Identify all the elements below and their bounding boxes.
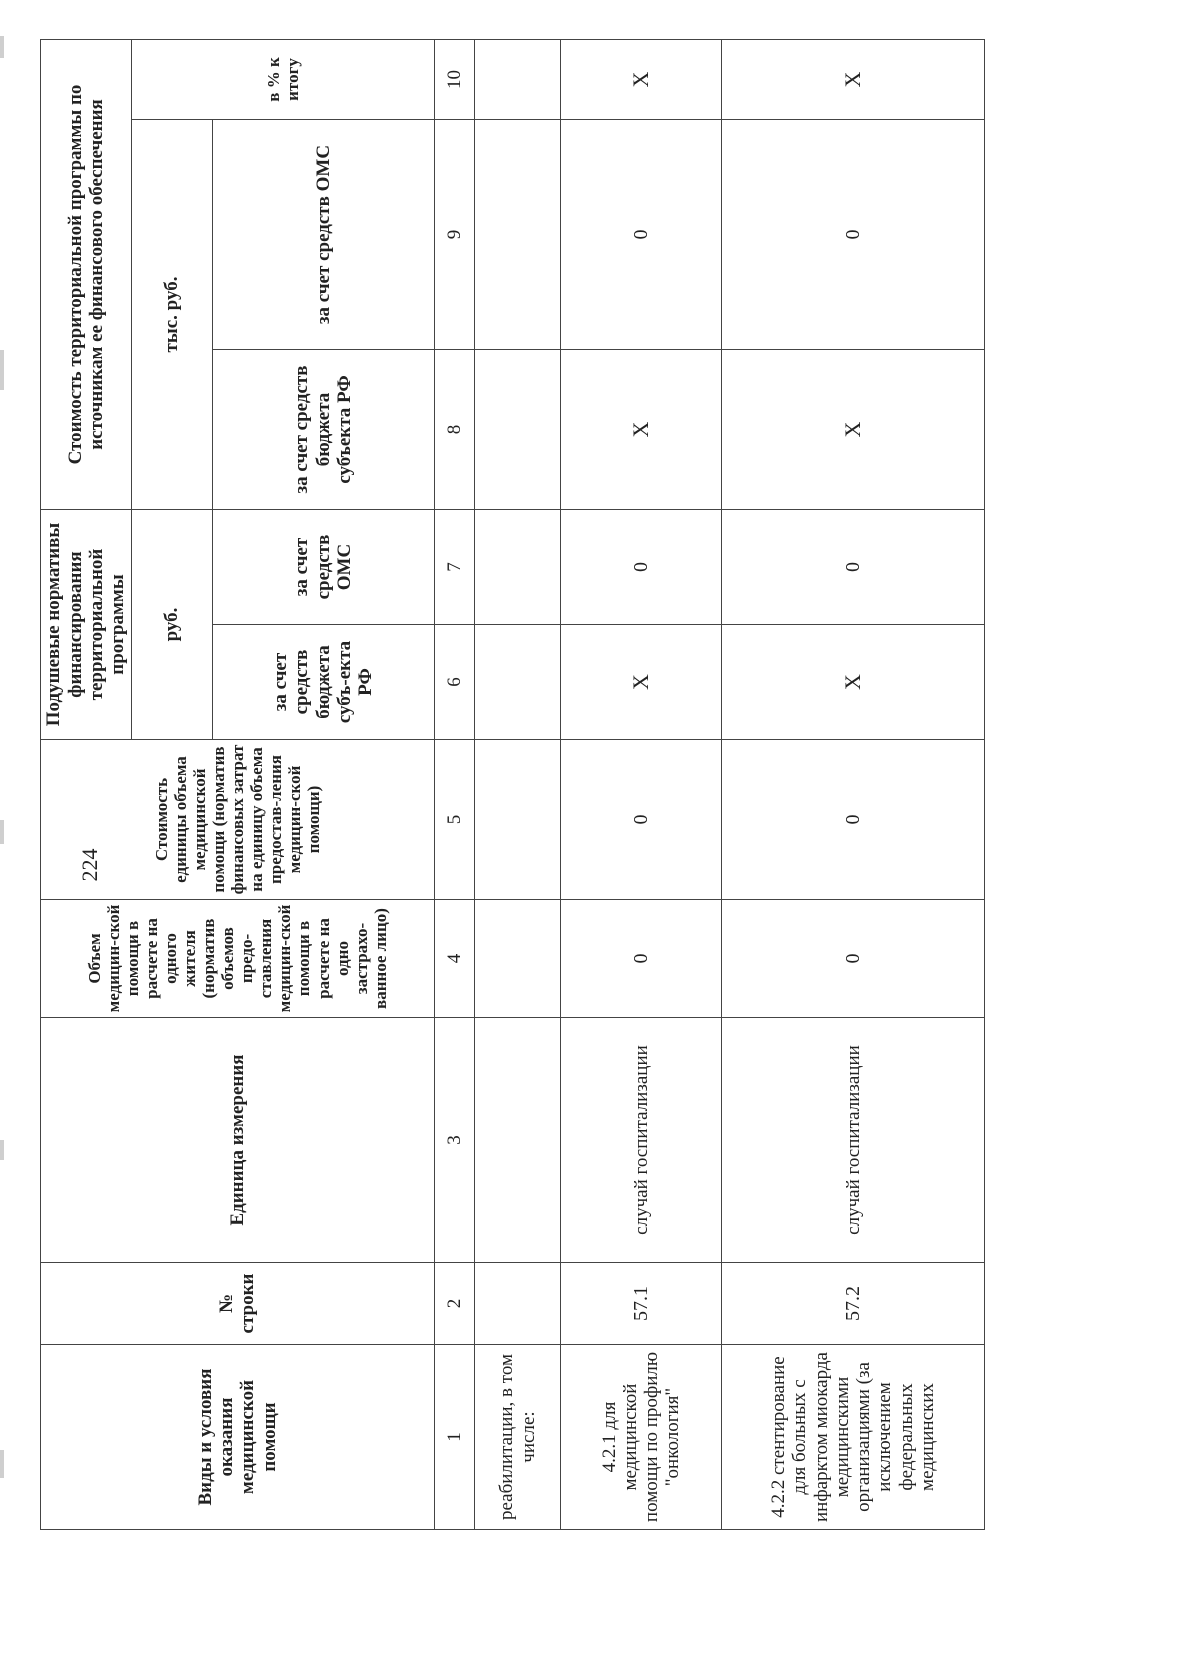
row-volume: 0 [560, 900, 722, 1018]
row-oms-rub [475, 510, 561, 625]
page-number: 224 [77, 848, 102, 882]
scan-edge-mark [0, 350, 4, 390]
row-name: 4.2.1 для медицинской помощи по профилю "онкология" [560, 1345, 722, 1530]
header-oms-thousand: за счет средств ОМС [212, 120, 434, 350]
header-budget-rub: за счет средств бюджета субъ-екта РФ [212, 625, 434, 740]
column-number-row [434, 39, 474, 1529]
program-table [40, 39, 985, 1530]
row-budget-thousand: Х [722, 350, 985, 510]
row-oms-thousand: 0 [722, 120, 985, 350]
header-budget-thousand: за счет средств бюджета субъекта РФ [212, 350, 434, 510]
scan-edge-mark [0, 1450, 4, 1478]
column-number: 3 [434, 1018, 474, 1263]
row-name: 4.2.2 стентирование для больных с инфарктом миокарда медицинскими организациями (за исключением федеральных медицинских [722, 1345, 985, 1530]
table-row [475, 39, 561, 1529]
column-number: 9 [434, 120, 474, 350]
header-unit-thousand-rub: тыс. руб. [131, 120, 212, 510]
column-number: 1 [434, 1345, 474, 1530]
row-oms-rub: 0 [722, 510, 985, 625]
row-unit: случай госпитализации [560, 1018, 722, 1263]
header-volume-per-capita: Объем медицин-ской помощи в расчете на одного жителя (норматив объемов предо-ставления медицин-ской помощи в расчете на одно застрахо-ванное лицо) [41, 900, 435, 1018]
column-number: 5 [434, 740, 474, 900]
header-program-cost: Стоимость территориальной программы по источникам ее финансового обеспечения [41, 39, 132, 509]
row-cost-unit: 0 [560, 740, 722, 900]
column-number: 4 [434, 900, 474, 1018]
column-number: 10 [434, 39, 474, 119]
row-line-number: 57.1 [560, 1263, 722, 1345]
row-line-number [475, 1263, 561, 1345]
row-oms-thousand [475, 120, 561, 350]
row-budget-rub [475, 625, 561, 740]
table-row [560, 39, 722, 1529]
header-unit-rub: руб. [131, 510, 212, 740]
rotated-table-container [40, 40, 985, 1530]
row-budget-thousand: Х [560, 350, 722, 510]
header-cost-per-unit: Стоимость единицы объема медицинской помощи (норматив финансовых затрат на единицу объема предостав-ления медицин-ской помощи) [41, 740, 435, 900]
row-unit [475, 1018, 561, 1263]
row-percent: Х [560, 39, 722, 119]
row-oms-rub: 0 [560, 510, 722, 625]
row-budget-thousand [475, 350, 561, 510]
column-number: 6 [434, 625, 474, 740]
scan-edge-mark [0, 820, 4, 844]
table-row [722, 39, 985, 1529]
scan-edge-mark [0, 1140, 4, 1160]
row-line-number: 57.2 [722, 1263, 985, 1345]
row-volume [475, 900, 561, 1018]
row-cost-unit [475, 740, 561, 900]
row-unit: случай госпитализации [722, 1018, 985, 1263]
row-volume: 0 [722, 900, 985, 1018]
header-line-number: № строки [41, 1263, 435, 1345]
header-unit-of-measure: Единица измерения [41, 1018, 435, 1263]
column-number: 7 [434, 510, 474, 625]
column-number: 2 [434, 1263, 474, 1345]
row-budget-rub: Х [722, 625, 985, 740]
row-percent [475, 39, 561, 119]
row-percent: Х [722, 39, 985, 119]
row-cost-unit: 0 [722, 740, 985, 900]
row-oms-thousand: 0 [560, 120, 722, 350]
header-kinds-conditions: Виды и условия оказания медицинской помощи [41, 1345, 435, 1530]
scan-edge-mark [0, 36, 4, 58]
row-name: реабилитации, в том числе: [475, 1345, 561, 1530]
row-budget-rub: Х [560, 625, 722, 740]
column-number: 8 [434, 350, 474, 510]
header-per-capita-standards: Подушевые нормативы финансирования территориальной программы [41, 510, 132, 740]
header-oms-rub: за счет средств ОМС [212, 510, 434, 625]
header-percent-of-total: в % к итогу [131, 39, 434, 119]
